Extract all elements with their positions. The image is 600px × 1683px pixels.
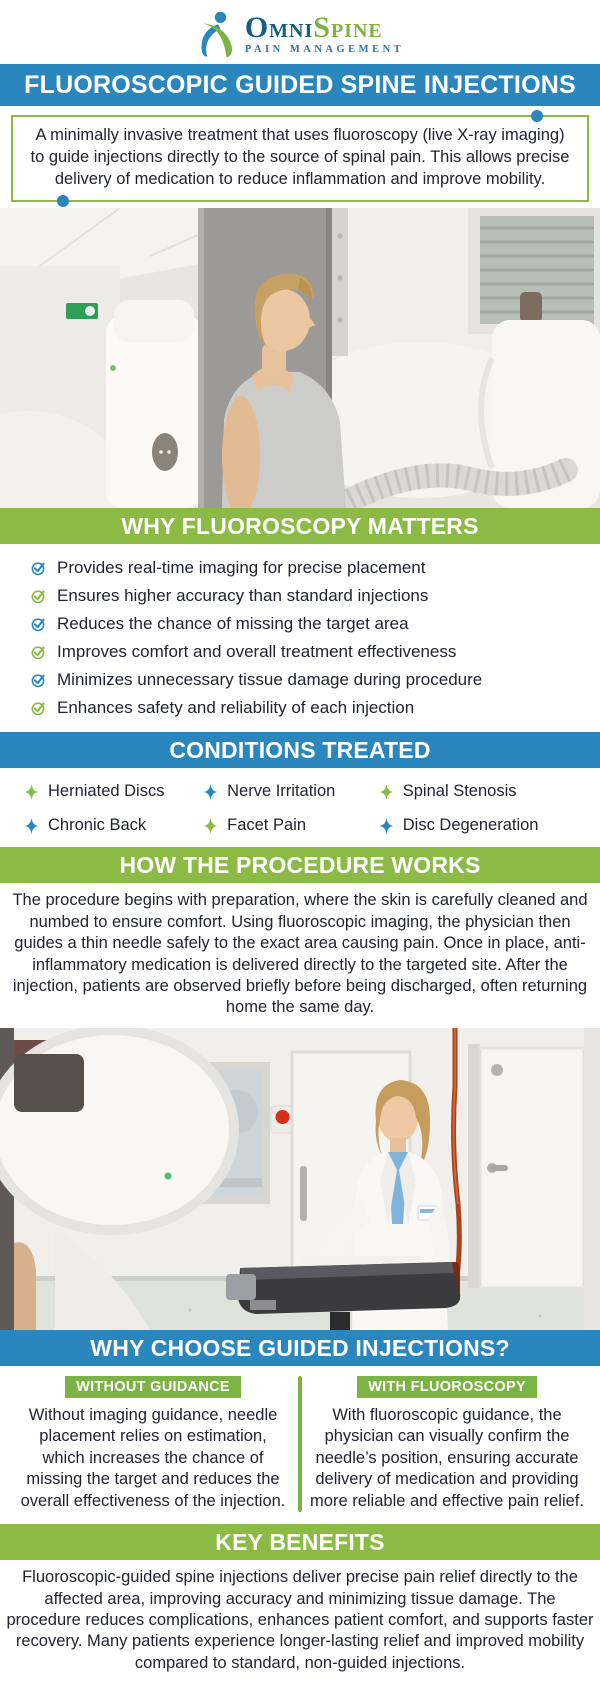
list-item: Ensures higher accuracy than standard injections	[30, 584, 580, 608]
sparkle-diamond-icon	[203, 817, 218, 835]
list-item: Improves comfort and overall treatment effectiveness	[30, 640, 580, 664]
blue-dot-accent	[57, 195, 69, 207]
list-item: Provides real-time imaging for precise placement	[30, 556, 580, 580]
list-item: Minimizes unnecessary tissue damage during procedure	[30, 668, 580, 692]
sparkle-diamond-icon	[203, 783, 218, 801]
logo-word2-initial: S	[313, 10, 331, 44]
condition-item: Spinal Stenosis	[379, 782, 586, 801]
section-title-procedure: HOW THE PROCEDURE WORKS	[0, 847, 600, 883]
section-title-benefits: KEY BENEFITS	[0, 1524, 600, 1560]
why-fluoroscopy-list	[0, 544, 600, 732]
logo	[0, 0, 600, 64]
list-item: Enhances safety and reliability of each injection	[30, 696, 580, 720]
condition-item: Nerve Irritation	[203, 782, 379, 801]
with-fluoroscopy-text: With fluoroscopic guidance, the physician can visually confirm the needle’s position, ensuring accurate delivery of medication and providing more reliable and effective pain relief.	[310, 1405, 584, 1510]
sparkle-diamond-icon	[24, 783, 39, 801]
benefits-text: Fluoroscopic-guided spine injections deliver precise pain relief directly to the affected area, improving accuracy and minimizing tissue damage. The procedure reduces complications, enhances patient comfort, and supports faster recovery. Many patients experience longer-lasting relief and improved mobility compared to standard, non-guided injections.	[6, 1568, 594, 1672]
comparison-right-column	[302, 1376, 592, 1512]
sparkle-diamond-icon	[379, 817, 394, 835]
procedure-text: The procedure begins with preparation, where the skin is carefully cleaned and numbed to ensure comfort. Using fluoroscopic imaging, the physician then guides a thin needle safely to the exact area causing pain. Once in place, anti-inflammatory medication is delivered directly to the targeted site. After the injection, patients are observed briefly before being discharged, often returning home the same day.	[12, 891, 588, 1017]
condition-item: Facet Pain	[203, 816, 379, 835]
logo-name	[244, 10, 404, 44]
with-fluoroscopy-badge: WITH FLUOROSCOPY	[357, 1376, 537, 1398]
page-title: FLUOROSCOPIC GUIDED SPINE INJECTIONS	[0, 64, 600, 106]
section-title-comparison: WHY CHOOSE GUIDED INJECTIONS?	[0, 1330, 600, 1366]
circle-check-icon	[30, 616, 46, 632]
condition-item: Chronic Back	[24, 816, 203, 835]
photo-physician-fluoroscopy-room	[0, 1028, 600, 1330]
circle-check-icon	[30, 672, 46, 688]
logo-word1-rest: MNI	[269, 19, 314, 42]
circle-check-icon	[30, 560, 46, 576]
circle-check-icon	[30, 588, 46, 604]
logo-tagline: PAIN MANAGEMENT	[244, 43, 405, 55]
section-title-why-fluoroscopy: WHY FLUOROSCOPY MATTERS	[0, 508, 600, 544]
figure-swoosh-icon	[196, 9, 238, 59]
condition-item: Herniated Discs	[24, 782, 203, 801]
conditions-grid	[0, 768, 600, 847]
sparkle-diamond-icon	[379, 783, 394, 801]
blue-dot-accent	[531, 110, 543, 122]
photo-patient-at-xray-machine	[0, 208, 600, 508]
logo-word1-initial: O	[244, 10, 270, 44]
circle-check-icon	[30, 644, 46, 660]
list-item: Reduces the chance of missing the target area	[30, 612, 580, 636]
intro-box	[11, 115, 589, 202]
intro-text: A minimally invasive treatment that uses fluoroscopy (live X-ray imaging) to guide injections directly to the source of spinal pain. This allows precise delivery of medication to reduce inflammation and improve mobility.	[30, 126, 570, 188]
circle-check-icon	[30, 700, 46, 716]
sparkle-diamond-icon	[24, 817, 39, 835]
without-guidance-badge: WITHOUT GUIDANCE	[65, 1376, 241, 1398]
emergency-button-icon	[276, 1110, 290, 1124]
condition-item: Disc Degeneration	[379, 816, 586, 835]
section-title-conditions: CONDITIONS TREATED	[0, 732, 600, 768]
logo-word2-rest: PINE	[330, 19, 383, 42]
comparison-section	[0, 1366, 600, 1524]
comparison-left-column	[8, 1376, 298, 1512]
without-guidance-text: Without imaging guidance, needle placement relies on estimation, which increases the chance of missing the target and reduces the overall effectiveness of the injection.	[20, 1405, 286, 1510]
